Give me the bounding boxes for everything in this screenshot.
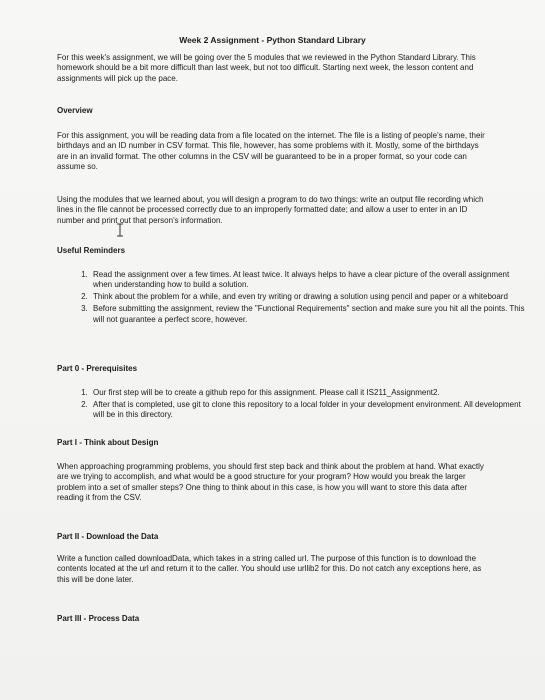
intro-paragraph: For this week's assignment, we will be going over the 5 modules that we reviewed in the Python Standard Library. This homework should be a bit more difficult than last week, but not too difficult. Starting next week, the lesson content and assignments will pick up the pace. — [57, 53, 476, 83]
list-item: 1. Our first step will be to create a github repo for this assignment. Please call it IS211_Assignment2. — [90, 388, 525, 398]
reminders-list — [57, 270, 525, 327]
part1-paragraph: When approaching programming problems, you should first step back and think about the problem at hand. What exactly are we trying to accomplish, and what would be a good structure for your program? How would you break the larger problem into a set of smaller steps? One thing to think about in this case, is how you will want to store this data after reading it from the CSV. — [57, 462, 484, 503]
reminders-heading: Useful Reminders — [57, 246, 126, 255]
list-item: 3. Before submitting the assignment, review the "Functional Requirements" section and make sure you hit all the points. This will not guarantee a perfect score, however. — [90, 304, 525, 325]
list-item: 2. After that is completed, use git to clone this repository to a local folder in your development environment. All development will be in this directory. — [90, 400, 525, 421]
part2-heading: Part II - Download the Data — [57, 532, 159, 541]
text-cursor-icon — [116, 223, 124, 237]
part0-heading: Part 0 - Prerequisites — [57, 364, 138, 373]
list-item: 1. Read the assignment over a few times. At least twice. It always helps to have a clear picture of the overall assignment when understanding how to build a solution. — [90, 270, 525, 291]
overview-heading: Overview — [57, 106, 93, 115]
part1-heading: Part I - Think about Design — [57, 438, 159, 447]
document-title: Week 2 Assignment - Python Standard Library — [179, 35, 366, 45]
part2-paragraph: Write a function called downloadData, which takes in a string called url. The purpose of this function is to download the contents located at the url and return it to the caller. You should use urllib2 for this. Do not catch any exceptions here, as this will be done later. — [57, 554, 482, 584]
list-item: 2. Think about the problem for a while, and even try writing or drawing a solution using pencil and paper or a whiteboard — [90, 292, 525, 302]
part0-list — [57, 388, 525, 422]
part3-heading: Part III - Process Data — [57, 614, 140, 623]
overview-paragraph-2: Using the modules that we learned about, you will design a program to do two things: write an output file recording which lines in the file cannot be processed correctly due to an improperly formatted date; and allow a user to enter in an ID number and print out that person's information. — [57, 195, 484, 225]
overview-paragraph-1: For this assignment, you will be reading data from a file located on the internet. The file is a listing of people's name, their birthdays and an ID number in CSV format. This file, however, has some problems with it. Mostly, some of the birthdays are in an invalid format. The other columns in the CSV will be guaranteed to be in a proper format, so your code can assume so. — [57, 131, 485, 172]
